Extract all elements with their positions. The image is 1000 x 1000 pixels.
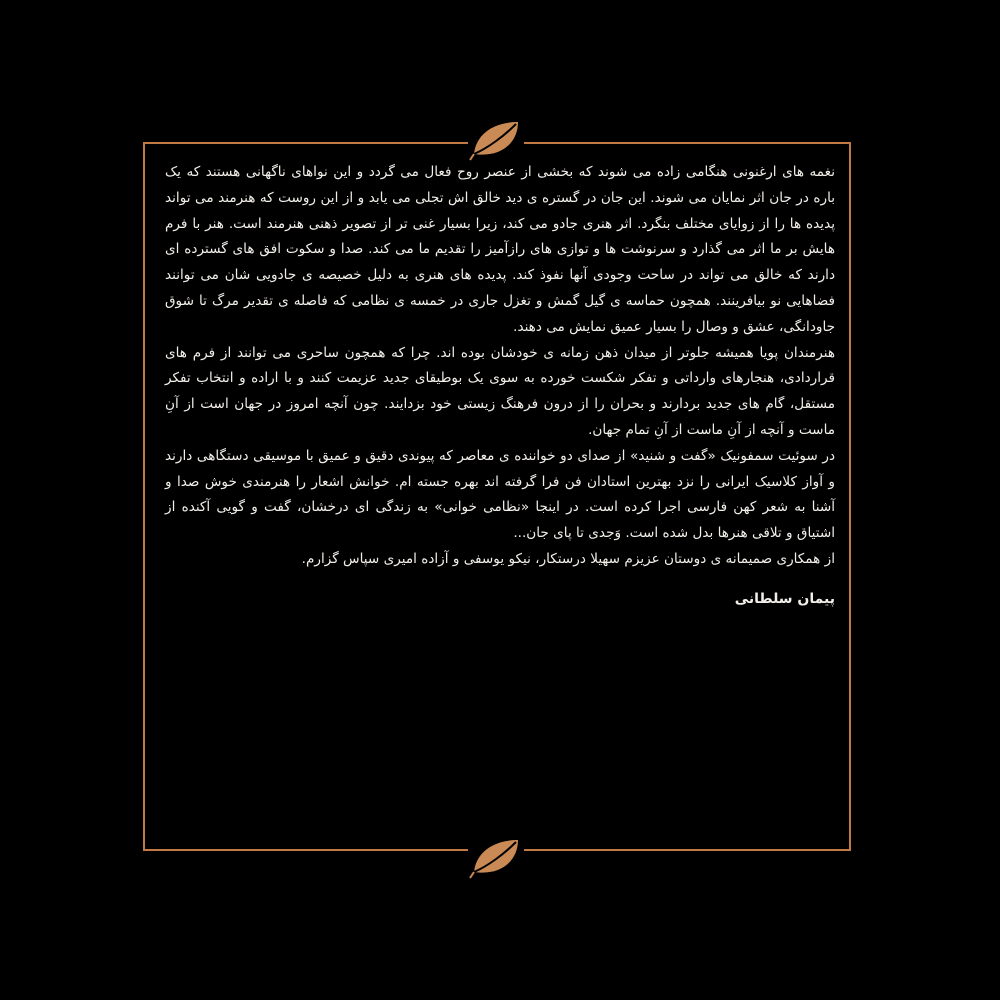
leaf-icon	[468, 836, 524, 880]
paragraph-1: نغمه های ارغنونی هنگامی زاده می شوند که بخشی از عنصر روح فعال می گردد و این نواهای ناگهانی هستند که یک باره در جان اثر نمایان می شوند. این جان در گستره ی دید خالق اش تجلی می یابد و از این روست که هنرمند می تواند پدیده ها را از زوایای مختلف بنگرد. اثر هنری جادو می کند، زیرا بسیار غنی تر از تصویر ذهنی هنرمند است. هنر با فرم هایش بر ما اثر می گذارد و سرنوشت ها و توازی های رازآمیز را تقدیم ما می کند. صدا و سکوت افق های گسترده ای دارند که خالق می تواند در ساحت وجودی آنها نفوذ کند. پدیده های هنری به دلیل خصیصه ی جادویی شان می توانند فضاهایی نو بیافرینند. همچون حماسه ی گیل گمش و تغزل جاری در خمسه ی نظامی که فاصله ی تقدیر مرگ تا شوق جاودانگی، عشق و وصال را بسیار عمیق نمایش می دهند.	[165, 164, 835, 335]
author-signature: پیمان سلطانی	[734, 590, 835, 607]
leaf-icon	[468, 118, 524, 162]
paragraph-4: از همکاری صمیمانه ی دوستان عزیزم سهیلا درستکار، نیکو یوسفی و آزاده امیری سپاس گزارم.	[301, 550, 835, 567]
preface-text	[165, 160, 835, 613]
paragraph-2: هنرمندان پویا همیشه جلوتر از میدان ذهن زمانه ی خودشان بوده اند. چرا که همچون ساحری می توانند از فرم های قراردادی، هنجارهای وارداتی و تفکر شکست خورده به سوی یک بوطیقای جدید عزیمت کنند و با اراده و انتخاب تفکر مستقل، گام های جدید بردارند و بحران را از درون فرهنگ زیستی خود بزدایند. چون آنچه امروز در جهان است از آنِ ماست و آنچه از آنِ ماست از آنِ تمام جهان.	[165, 344, 835, 438]
paragraph-3: در سوئیت سمفونیک «گفت و شنید» از صدای دو خواننده ی معاصر که پیوندی دقیق و عمیق با موسیقی دستگاهی دارند و آواز کلاسیک ایرانی را نزد بهترین استادان فن فرا گرفته اند بهره جسته ام. خوانش اشعار را هنرمندی خوش صدا و آشنا به شعر کهن فارسی اجرا کرده است. در اینجا «نظامی خوانی» به زندگی ای درخشان، گفت و گویی آکنده از اشتیاق و تلاقی هنرها بدل شده است. وَجدی تا پای جان...	[165, 447, 835, 542]
